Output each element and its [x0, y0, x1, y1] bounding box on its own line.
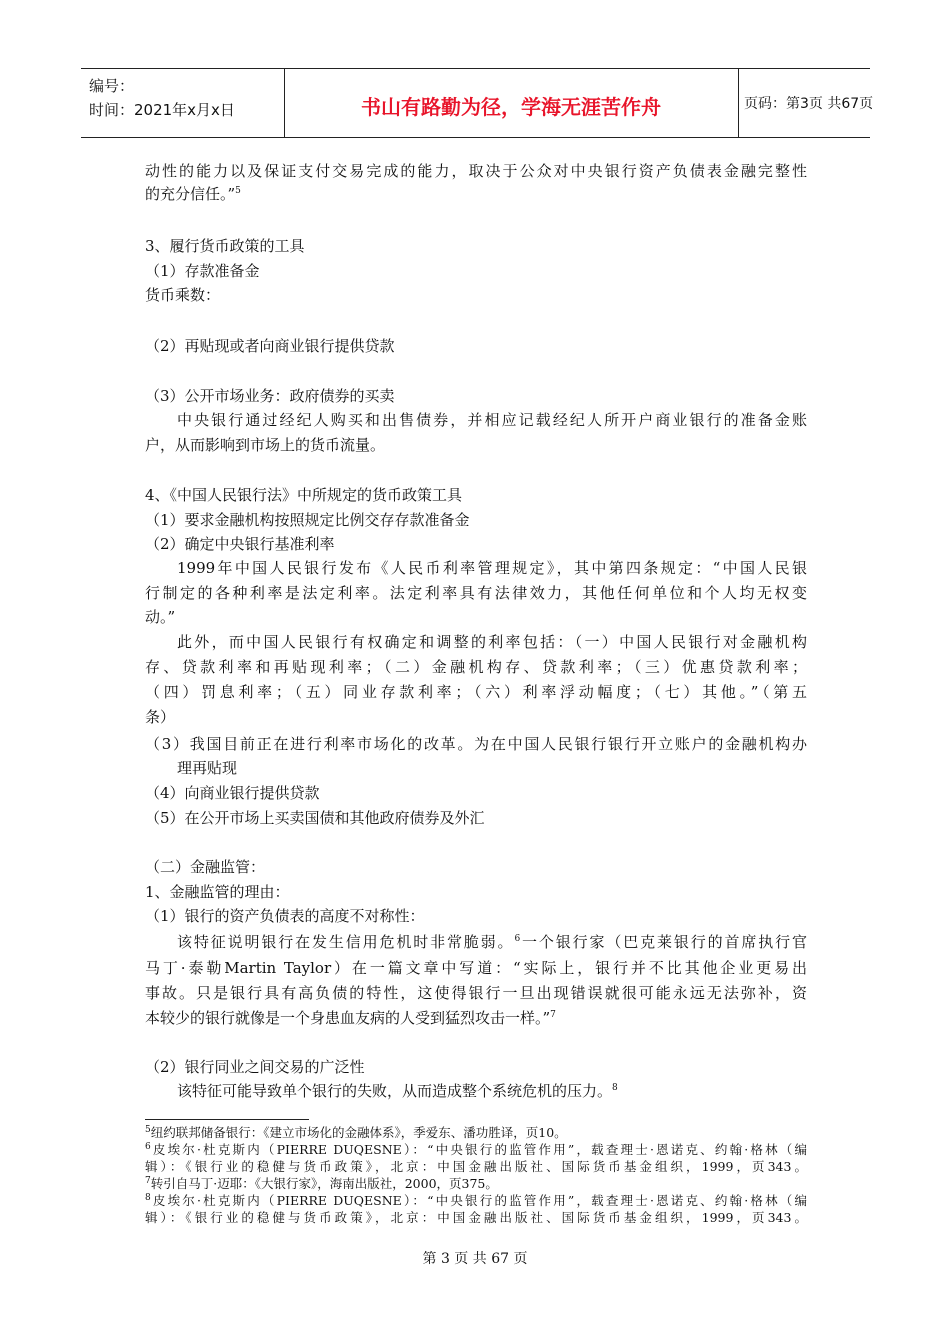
paragraph-line: 该特征说明银行在发生信用危机时非常脆弱。$^6$一个银行家（巴克莱银行的首席执行官 [177, 933, 807, 951]
motto-text: 书山有路勤为径，学海无涯苦作舟 [361, 95, 661, 119]
date-text: 时间：2021年x月x日 [89, 101, 235, 119]
footnote-ref: 8 [612, 1083, 618, 1093]
header-meta-cell [81, 69, 285, 137]
footnote-ref: 5 [235, 186, 241, 196]
footnote-divider [145, 1119, 309, 1120]
paragraph-line: 中央银行通过经纪人购买和出售债券，并相应记载经纪人所开户商业银行的准备金账 [177, 411, 807, 429]
section-heading: 1、金融监管的理由： [145, 883, 290, 901]
section-heading: 3、履行货币政策的工具 [145, 237, 305, 255]
page-number-footer: 第 3 页 共 67 页 [422, 1251, 528, 1267]
header-page-cell [738, 69, 874, 137]
section-heading: 4、《中国人民银行法》中所规定的货币政策工具 [145, 486, 463, 504]
list-item: （5）在公开市场上买卖国债和其他政府债券及外汇 [145, 809, 485, 827]
footnote: $^7$转引自马丁·迈耶：《大银行家》，海南出版社，2000，页375。 [145, 1175, 498, 1191]
section-heading: （二）金融监管： [145, 858, 266, 876]
footnote: $^6$皮埃尔·杜克斯内（PIERRE DUQESNE）：“中央银行的监管作用”，载查理士·恩诺克、约翰·格林（编 [145, 1141, 807, 1157]
paragraph-line: 的充分信任。”$^5$ [145, 185, 241, 203]
list-item: （1）存款准备金 [145, 262, 260, 280]
paragraph-line: 事故。只是银行具有高负债的特性，这使得银行一旦出现错误就很可能永远无法弥补，资 [145, 984, 807, 1002]
paragraph-line: 本较少的银行就像是一个身患血友病的人受到猛烈攻击一样。”$^7$ [145, 1009, 556, 1027]
footnote: $^8$皮埃尔·杜克斯内（PIERRE DUQESNE）：“中央银行的监管作用”，载查理士·恩诺克、约翰·格林（编 [145, 1192, 807, 1208]
paragraph-line: 理再贴现 [177, 759, 238, 777]
paragraph-line: 该特征可能导致单个银行的失败，从而造成整个系统危机的压力。$^8$ [177, 1082, 618, 1100]
footnote-continuation: 辑）：《银行业的稳健与货币政策》，北京：中国金融出版社、国际货币基金组织，1999，页343。 [145, 1210, 807, 1225]
list-item: （3）公开市场业务：政府债券的买卖 [145, 387, 395, 405]
paragraph-line: 动性的能力以及保证支付交易完成的能力，取决于公众对中央银行资产负债表金融完整性 [145, 162, 807, 180]
footnote-ref: 7 [550, 1010, 556, 1020]
paragraph-line: 马丁·泰勒Martin Taylor）在一篇文章中写道：“实际上，银行并不比其他企业更易出 [145, 959, 807, 977]
paragraph-line: 行制定的各种利率是法定利率。法定利率具有法律效力，其他任何单位和个人均无权变 [145, 584, 807, 602]
header-motto-cell [284, 69, 739, 137]
paragraph-line: 户，从而影响到市场上的货币流量。 [145, 436, 386, 454]
footnote: $^5$纽约联邦储备银行：《建立市场化的金融体系》，季爱东、潘功胜译，页10。 [145, 1124, 567, 1140]
paragraph-line: 条） [145, 708, 176, 726]
list-item: （1）要求金融机构按照规定比例交存存款准备金 [145, 511, 470, 529]
paragraph-line: 货币乘数： [145, 286, 221, 304]
paragraph-line: 此外，而中国人民银行有权确定和调整的利率包括：（一）中国人民银行对金融机构 [177, 633, 807, 651]
page-header [81, 68, 874, 138]
paragraph-line: （四）罚息利率；（五）同业存款利率；（六）利率浮动幅度；（七）其他。”（第五 [145, 683, 807, 701]
page-code: 页码：第3页 共67页 [744, 96, 874, 112]
footnote-continuation: 辑）：《银行业的稳健与货币政策》，北京：中国金融出版社、国际货币基金组织，1999，页343。 [145, 1159, 807, 1174]
list-item: （2）确定中央银行基准利率 [145, 535, 335, 553]
list-item: （2）再贴现或者向商业银行提供贷款 [145, 337, 395, 355]
list-item: （2）银行同业之间交易的广泛性 [145, 1058, 365, 1076]
paragraph-line: 动。” [145, 608, 176, 626]
paragraph-line: 存、贷款利率和再贴现利率；（二）金融机构存、贷款利率；（三）优惠贷款利率； [145, 658, 807, 676]
paragraph-line: 1999年中国人民银行发布《人民币利率管理规定》，其中第四条规定：“中国人民银 [177, 559, 807, 577]
serial-number-label: 编号： [89, 77, 135, 95]
list-item: （4）向商业银行提供贷款 [145, 784, 320, 802]
list-item: （1）银行的资产负债表的高度不对称性： [145, 907, 425, 925]
footnote-ref: 6 [514, 934, 521, 944]
list-item: （3）我国目前正在进行利率市场化的改革。为在中国人民银行银行开立账户的金融机构办 [145, 735, 807, 753]
